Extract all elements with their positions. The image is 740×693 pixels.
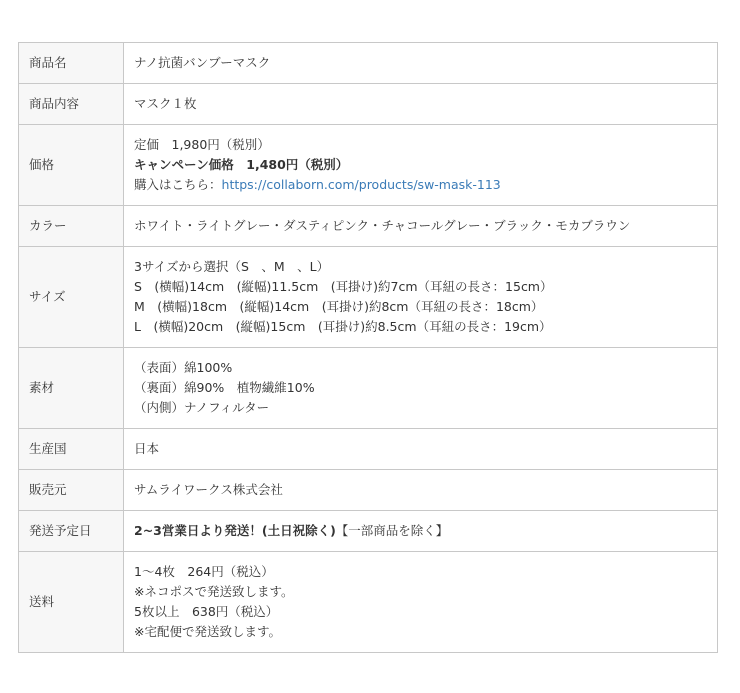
material-line: （裏面）綿90% 植物繊維10% [134, 380, 315, 395]
shipping-fee-line: 5枚以上 638円（税込） [134, 604, 279, 619]
row-value [124, 125, 718, 206]
shipping-schedule-note: 【一部商品を除く】 [335, 523, 449, 538]
product-name: ナノ抗菌バンブーマスク [134, 55, 271, 70]
table-row [19, 552, 718, 653]
table-row [19, 247, 718, 348]
row-label: 商品内容 [19, 84, 124, 125]
row-value [124, 470, 718, 511]
size-line: M (横幅)18cm (縦幅)14cm (耳掛け)約8cm（耳紐の長さ：18cm） [134, 299, 544, 314]
row-label: 送料 [19, 552, 124, 653]
shipping-schedule-bold: 2~3営業日より発送！(土日祝除く) [134, 523, 336, 538]
table-row [19, 206, 718, 247]
row-label: カラー [19, 206, 124, 247]
size-line: 3サイズから選択（S 、M 、L） [134, 259, 330, 274]
list-price: 定価 1,980円（税別） [134, 137, 270, 152]
shipping-fee-line: ※ネコポスで発送致します。 [134, 584, 294, 599]
table-row [19, 429, 718, 470]
size-line: S (横幅)14cm (縦幅)11.5cm (耳掛け)約7cm（耳紐の長さ：15cm） [134, 279, 553, 294]
row-value [124, 84, 718, 125]
row-value [124, 247, 718, 348]
row-value [124, 429, 718, 470]
size-line: L (横幅)20cm (縦幅)15cm (耳掛け)約8.5cm（耳紐の長さ：19cm） [134, 319, 552, 334]
row-label: 商品名 [19, 43, 124, 84]
table-row [19, 348, 718, 429]
row-label: 生産国 [19, 429, 124, 470]
row-value [124, 206, 718, 247]
color-options: ホワイト・ライトグレー・ダスティピンク・チャコールグレー・ブラック・モカブラウン [134, 218, 631, 233]
row-label: 素材 [19, 348, 124, 429]
table-row [19, 125, 718, 206]
material-line: （内側）ナノフィルター [134, 400, 270, 415]
row-value [124, 43, 718, 84]
campaign-price: キャンペーン価格 1,480円（税別） [134, 157, 349, 172]
purchase-line [134, 175, 709, 195]
material-line: （表面）綿100% [134, 360, 233, 375]
shipping-fee-line: 1〜4枚 264円（税込） [134, 564, 274, 579]
row-label: 販売元 [19, 470, 124, 511]
shipping-fee-line: ※宅配便で発送致します。 [134, 624, 281, 639]
seller: サムライワークス株式会社 [134, 482, 283, 497]
row-value [124, 552, 718, 653]
table-row [19, 511, 718, 552]
row-label: サイズ [19, 247, 124, 348]
purchase-prefix: 購入はこちら： [134, 177, 222, 192]
row-label: 発送予定日 [19, 511, 124, 552]
country-of-origin: 日本 [134, 441, 160, 456]
row-value [124, 511, 718, 552]
shipping-schedule [134, 521, 709, 541]
row-value [124, 348, 718, 429]
purchase-link[interactable]: https://collaborn.com/products/sw-mask-113 [221, 177, 501, 192]
table-row [19, 43, 718, 84]
table-row [19, 84, 718, 125]
table-row [19, 470, 718, 511]
product-spec-table [18, 42, 718, 653]
product-contents: マスク１枚 [134, 96, 197, 111]
row-label: 価格 [19, 125, 124, 206]
